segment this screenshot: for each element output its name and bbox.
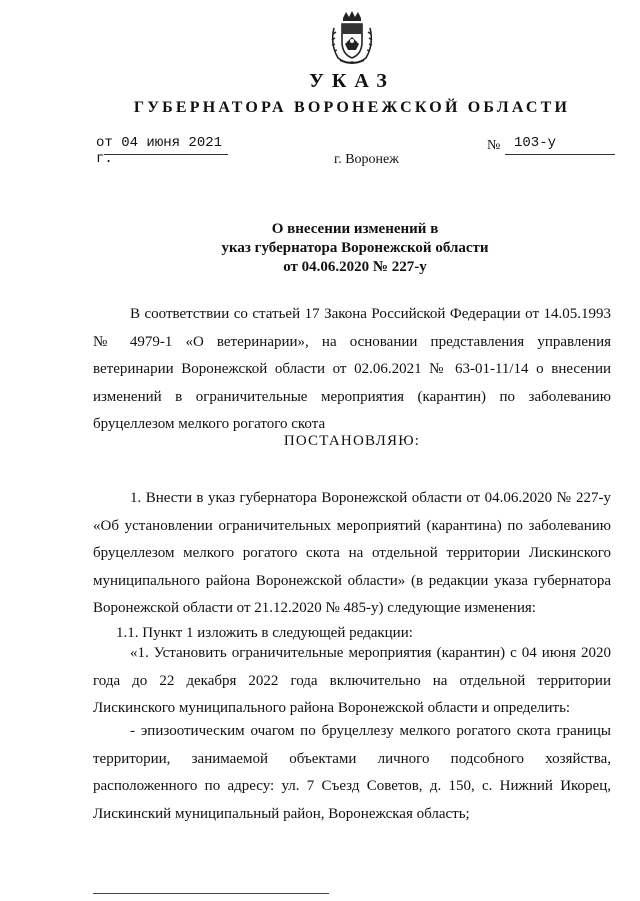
- decree-word: ПОСТАНОВЛЯЮ:: [283, 433, 421, 449]
- document-subtitle: ГУБЕРНАТОРА ВОРОНЕЖСКОЙ ОБЛАСТИ: [133, 99, 571, 116]
- quote-paragraph: «1. Установить ограничительные мероприятия (карантин) с 04 июня 2020 года до 22 декабря 2022 года включительно на отдельной территории Лискинского муниципального района Воронежской области и определить:: [93, 645, 611, 716]
- item-1-1-paragraph: 1.1. Пункт 1 изложить в следующей редакции:: [116, 625, 413, 641]
- preamble-paragraph: В соответствии со статьей 17 Закона Российской Федерации от 14.05.1993 № 4979-1 «О ветеринарии», на основании представления управления ветеринарии Воронежской области от 02.06.2021 № 63-01-11/14 о внесении изменений в ограничительные мероприятия (карантин) по заболеванию бруцеллезом мелкого рогатого скота: [93, 306, 611, 432]
- dash-paragraph: - эпизоотическим очагом по бруцеллезу мелкого рогатого скота границы территории, занимаемой объектами личного подсобного хозяйства, расположенного по адресу: ул. 7 Съезд Советов, д. 150, с. Нижний Икорец, Лискинский муниципальный район, Воронежская область;: [93, 723, 611, 822]
- date-value: 04 июня 2021 г.: [96, 135, 223, 167]
- city-name: г. Воронеж: [334, 152, 399, 167]
- document-title: УКАЗ: [309, 70, 395, 92]
- subject-line: от 04.06.2020 № 227-у: [283, 259, 427, 275]
- number-value: 103-у: [514, 135, 557, 151]
- number-sign: №: [487, 138, 501, 153]
- coat-of-arms-emblem: [326, 10, 378, 66]
- date-prefix: от: [96, 135, 113, 151]
- item-1-paragraph: 1. Внести в указ губернатора Воронежской области от 04.06.2020 № 227-у «Об установлении ограничительных мероприятий (карантина) по заболеванию бруцеллезом мелкого рогатого скота на отдельной территории Лискинского муниципального района Воронежской области» (в редакции указа губернатора Воронежской области от 21.12.2020 № 485-у) следующие изменения:: [93, 490, 611, 616]
- subject-line: О внесении изменений в: [271, 221, 439, 237]
- subject-line: указ губернатора Воронежской области: [221, 240, 489, 256]
- document-subject: [205, 220, 505, 277]
- footnote-separator: [93, 893, 329, 894]
